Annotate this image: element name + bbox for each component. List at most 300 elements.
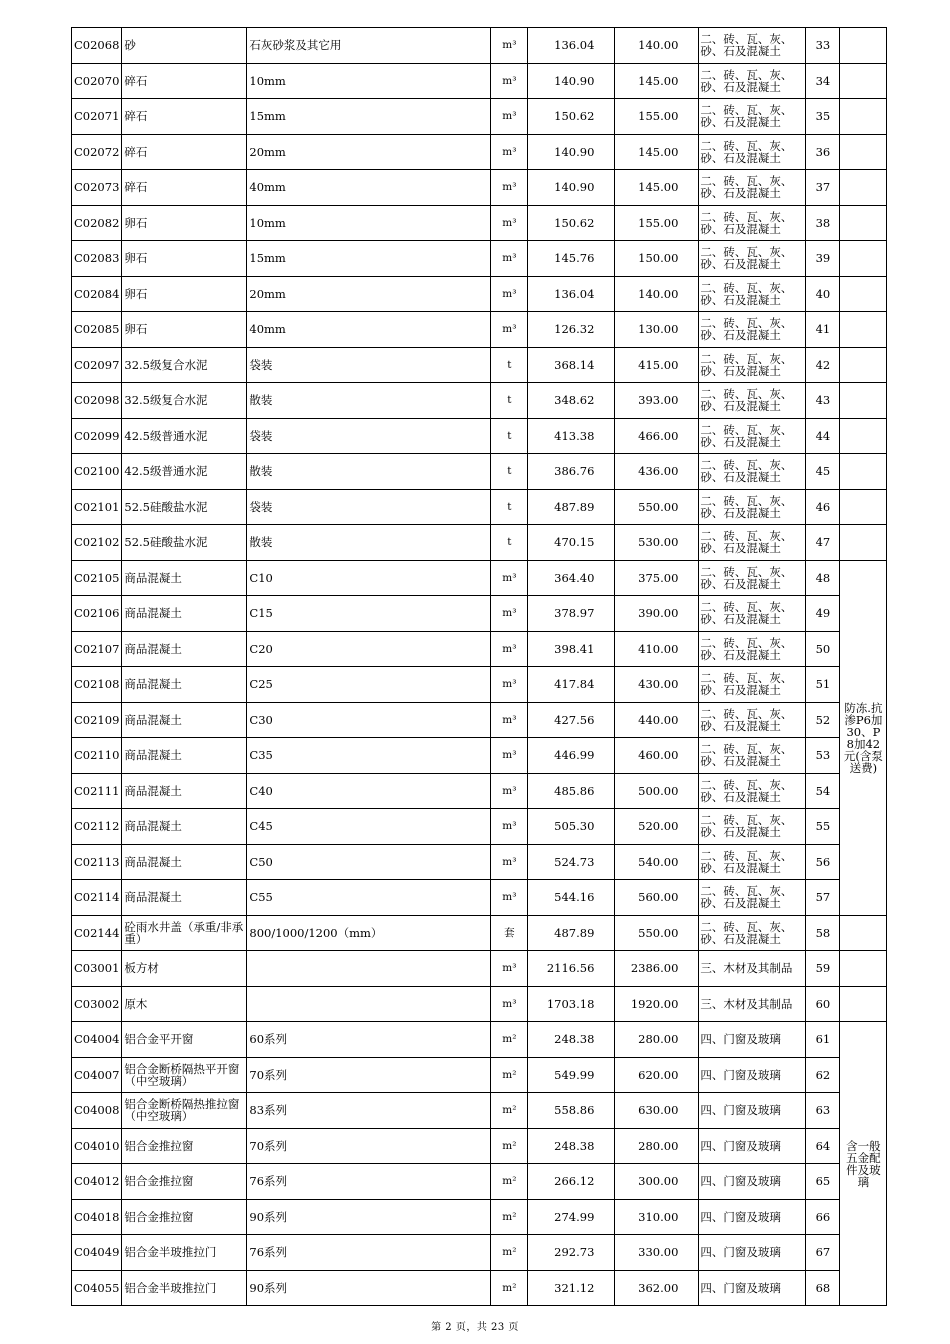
item-price-excl: 136.04 bbox=[528, 276, 615, 312]
item-remark-empty bbox=[840, 241, 887, 277]
item-seq: 58 bbox=[806, 915, 840, 951]
item-unit: t bbox=[491, 454, 528, 490]
item-unit: m³ bbox=[491, 738, 528, 774]
item-remark: 含一般五金配件及玻璃 bbox=[840, 1022, 887, 1306]
item-seq: 65 bbox=[806, 1164, 840, 1200]
item-price-incl: 145.00 bbox=[615, 63, 699, 99]
item-price-excl: 364.40 bbox=[528, 560, 615, 596]
item-remark-empty bbox=[840, 312, 887, 348]
item-price-excl: 427.56 bbox=[528, 702, 615, 738]
item-unit: m² bbox=[491, 1235, 528, 1271]
item-price-excl: 248.38 bbox=[528, 1022, 615, 1058]
item-name: 铝合金断桥隔热平开窗（中空玻璃） bbox=[122, 1057, 247, 1093]
item-code: C03002 bbox=[72, 986, 122, 1022]
item-unit: m³ bbox=[491, 702, 528, 738]
item-remark-empty bbox=[840, 525, 887, 561]
item-unit: m³ bbox=[491, 276, 528, 312]
item-spec: C20 bbox=[247, 631, 491, 667]
item-code: C02099 bbox=[72, 418, 122, 454]
item-code: C02083 bbox=[72, 241, 122, 277]
item-price-excl: 378.97 bbox=[528, 596, 615, 632]
item-unit: m³ bbox=[491, 667, 528, 703]
item-price-excl: 549.99 bbox=[528, 1057, 615, 1093]
item-category: 二、砖、瓦、灰、砂、石及混凝土 bbox=[699, 99, 806, 135]
item-unit: m² bbox=[491, 1093, 528, 1129]
table-row bbox=[72, 915, 887, 951]
item-name: 商品混凝土 bbox=[122, 880, 247, 916]
item-price-incl: 460.00 bbox=[615, 738, 699, 774]
table-row bbox=[72, 1270, 887, 1306]
item-remark-empty bbox=[840, 454, 887, 490]
item-category: 四、门窗及玻璃 bbox=[699, 1270, 806, 1306]
item-price-incl: 393.00 bbox=[615, 383, 699, 419]
item-price-incl: 410.00 bbox=[615, 631, 699, 667]
item-seq: 33 bbox=[806, 28, 840, 64]
item-remark-empty bbox=[840, 134, 887, 170]
table-row bbox=[72, 773, 887, 809]
item-category: 四、门窗及玻璃 bbox=[699, 1235, 806, 1271]
item-price-incl: 300.00 bbox=[615, 1164, 699, 1200]
item-unit: m² bbox=[491, 1270, 528, 1306]
item-code: C02111 bbox=[72, 773, 122, 809]
item-code: C02110 bbox=[72, 738, 122, 774]
item-remark-empty bbox=[840, 418, 887, 454]
item-price-incl: 330.00 bbox=[615, 1235, 699, 1271]
item-code: C02100 bbox=[72, 454, 122, 490]
item-name: 卵石 bbox=[122, 276, 247, 312]
item-category: 四、门窗及玻璃 bbox=[699, 1128, 806, 1164]
item-category: 四、门窗及玻璃 bbox=[699, 1093, 806, 1129]
item-name: 32.5级复合水泥 bbox=[122, 383, 247, 419]
item-spec: C25 bbox=[247, 667, 491, 703]
item-price-excl: 558.86 bbox=[528, 1093, 615, 1129]
item-unit: m³ bbox=[491, 809, 528, 845]
table-row bbox=[72, 1022, 887, 1058]
item-price-excl: 145.76 bbox=[528, 241, 615, 277]
item-spec: 袋装 bbox=[247, 489, 491, 525]
item-spec: 70系列 bbox=[247, 1128, 491, 1164]
item-seq: 50 bbox=[806, 631, 840, 667]
item-spec: C30 bbox=[247, 702, 491, 738]
table-row bbox=[72, 383, 887, 419]
item-category: 四、门窗及玻璃 bbox=[699, 1022, 806, 1058]
item-price-incl: 140.00 bbox=[615, 276, 699, 312]
item-price-excl: 140.90 bbox=[528, 63, 615, 99]
item-remark-empty bbox=[840, 951, 887, 987]
item-spec: 15mm bbox=[247, 99, 491, 135]
item-category: 二、砖、瓦、灰、砂、石及混凝土 bbox=[699, 596, 806, 632]
item-price-incl: 1920.00 bbox=[615, 986, 699, 1022]
item-category: 二、砖、瓦、灰、砂、石及混凝土 bbox=[699, 809, 806, 845]
item-code: C02068 bbox=[72, 28, 122, 64]
table-row bbox=[72, 99, 887, 135]
item-price-incl: 155.00 bbox=[615, 99, 699, 135]
item-name: 卵石 bbox=[122, 241, 247, 277]
item-price-incl: 500.00 bbox=[615, 773, 699, 809]
item-seq: 42 bbox=[806, 347, 840, 383]
item-name: 铝合金推拉窗 bbox=[122, 1128, 247, 1164]
item-unit: t bbox=[491, 525, 528, 561]
item-category: 四、门窗及玻璃 bbox=[699, 1164, 806, 1200]
item-code: C04055 bbox=[72, 1270, 122, 1306]
item-price-incl: 362.00 bbox=[615, 1270, 699, 1306]
item-price-excl: 446.99 bbox=[528, 738, 615, 774]
item-category: 二、砖、瓦、灰、砂、石及混凝土 bbox=[699, 241, 806, 277]
item-seq: 45 bbox=[806, 454, 840, 490]
item-code: C04012 bbox=[72, 1164, 122, 1200]
item-category: 二、砖、瓦、灰、砂、石及混凝土 bbox=[699, 134, 806, 170]
item-price-incl: 415.00 bbox=[615, 347, 699, 383]
item-unit: m³ bbox=[491, 773, 528, 809]
item-name: 卵石 bbox=[122, 205, 247, 241]
item-spec: 散装 bbox=[247, 454, 491, 490]
item-code: C02105 bbox=[72, 560, 122, 596]
item-code: C02098 bbox=[72, 383, 122, 419]
item-price-incl: 630.00 bbox=[615, 1093, 699, 1129]
item-spec: 40mm bbox=[247, 170, 491, 206]
item-category: 二、砖、瓦、灰、砂、石及混凝土 bbox=[699, 418, 806, 454]
table-row bbox=[72, 1128, 887, 1164]
item-seq: 62 bbox=[806, 1057, 840, 1093]
item-price-incl: 140.00 bbox=[615, 28, 699, 64]
item-name: 碎石 bbox=[122, 63, 247, 99]
item-seq: 36 bbox=[806, 134, 840, 170]
item-seq: 44 bbox=[806, 418, 840, 454]
item-seq: 56 bbox=[806, 844, 840, 880]
table-row bbox=[72, 63, 887, 99]
item-price-excl: 140.90 bbox=[528, 170, 615, 206]
item-category: 二、砖、瓦、灰、砂、石及混凝土 bbox=[699, 702, 806, 738]
item-price-incl: 2386.00 bbox=[615, 951, 699, 987]
item-spec: 90系列 bbox=[247, 1270, 491, 1306]
item-code: C02102 bbox=[72, 525, 122, 561]
item-name: 商品混凝土 bbox=[122, 738, 247, 774]
item-category: 二、砖、瓦、灰、砂、石及混凝土 bbox=[699, 880, 806, 916]
item-category: 二、砖、瓦、灰、砂、石及混凝土 bbox=[699, 773, 806, 809]
item-spec: C35 bbox=[247, 738, 491, 774]
item-unit: t bbox=[491, 383, 528, 419]
table-row bbox=[72, 170, 887, 206]
item-price-incl: 560.00 bbox=[615, 880, 699, 916]
item-unit: m² bbox=[491, 1199, 528, 1235]
item-seq: 48 bbox=[806, 560, 840, 596]
item-spec: 20mm bbox=[247, 276, 491, 312]
item-category: 三、木材及其制品 bbox=[699, 986, 806, 1022]
item-price-incl: 145.00 bbox=[615, 134, 699, 170]
item-spec: 20mm bbox=[247, 134, 491, 170]
item-price-excl: 398.41 bbox=[528, 631, 615, 667]
item-remark-empty bbox=[840, 276, 887, 312]
item-name: 商品混凝土 bbox=[122, 596, 247, 632]
item-price-excl: 1703.18 bbox=[528, 986, 615, 1022]
item-unit: m³ bbox=[491, 560, 528, 596]
item-unit: t bbox=[491, 489, 528, 525]
item-spec: 800/1000/1200（mm） bbox=[247, 915, 491, 951]
item-spec: C55 bbox=[247, 880, 491, 916]
item-price-excl: 126.32 bbox=[528, 312, 615, 348]
item-unit: m² bbox=[491, 1164, 528, 1200]
item-code: C02101 bbox=[72, 489, 122, 525]
item-seq: 66 bbox=[806, 1199, 840, 1235]
item-code: C02108 bbox=[72, 667, 122, 703]
item-spec: C50 bbox=[247, 844, 491, 880]
item-code: C04049 bbox=[72, 1235, 122, 1271]
item-name: 原木 bbox=[122, 986, 247, 1022]
item-unit: m² bbox=[491, 1128, 528, 1164]
item-name: 商品混凝土 bbox=[122, 560, 247, 596]
item-name: 碎石 bbox=[122, 99, 247, 135]
item-remark-empty bbox=[840, 986, 887, 1022]
item-seq: 60 bbox=[806, 986, 840, 1022]
item-unit: m³ bbox=[491, 596, 528, 632]
item-code: C04007 bbox=[72, 1057, 122, 1093]
item-unit: m³ bbox=[491, 99, 528, 135]
item-code: C04008 bbox=[72, 1093, 122, 1129]
item-seq: 57 bbox=[806, 880, 840, 916]
item-unit: m³ bbox=[491, 28, 528, 64]
table-row bbox=[72, 205, 887, 241]
table-row bbox=[72, 667, 887, 703]
item-code: C02113 bbox=[72, 844, 122, 880]
item-name: 商品混凝土 bbox=[122, 667, 247, 703]
item-price-excl: 136.04 bbox=[528, 28, 615, 64]
table-row bbox=[72, 276, 887, 312]
item-name: 52.5硅酸盐水泥 bbox=[122, 525, 247, 561]
item-code: C02084 bbox=[72, 276, 122, 312]
item-seq: 43 bbox=[806, 383, 840, 419]
item-remark-empty bbox=[840, 63, 887, 99]
item-category: 二、砖、瓦、灰、砂、石及混凝土 bbox=[699, 383, 806, 419]
item-name: 42.5级普通水泥 bbox=[122, 454, 247, 490]
item-unit: m³ bbox=[491, 986, 528, 1022]
item-code: C04018 bbox=[72, 1199, 122, 1235]
item-category: 二、砖、瓦、灰、砂、石及混凝土 bbox=[699, 667, 806, 703]
table-row bbox=[72, 134, 887, 170]
item-name: 42.5级普通水泥 bbox=[122, 418, 247, 454]
item-price-excl: 348.62 bbox=[528, 383, 615, 419]
item-seq: 51 bbox=[806, 667, 840, 703]
item-price-excl: 544.16 bbox=[528, 880, 615, 916]
item-code: C02114 bbox=[72, 880, 122, 916]
item-seq: 37 bbox=[806, 170, 840, 206]
item-spec: C45 bbox=[247, 809, 491, 845]
item-name: 商品混凝土 bbox=[122, 702, 247, 738]
item-category: 二、砖、瓦、灰、砂、石及混凝土 bbox=[699, 312, 806, 348]
item-remark-empty bbox=[840, 170, 887, 206]
item-price-excl: 524.73 bbox=[528, 844, 615, 880]
table-row bbox=[72, 986, 887, 1022]
item-price-incl: 150.00 bbox=[615, 241, 699, 277]
item-category: 二、砖、瓦、灰、砂、石及混凝土 bbox=[699, 844, 806, 880]
price-table bbox=[71, 27, 887, 1306]
item-unit: m² bbox=[491, 1057, 528, 1093]
item-code: C04010 bbox=[72, 1128, 122, 1164]
item-name: 铝合金半玻推拉门 bbox=[122, 1235, 247, 1271]
table-row bbox=[72, 28, 887, 64]
item-name: 铝合金断桥隔热推拉窗（中空玻璃） bbox=[122, 1093, 247, 1129]
item-price-incl: 520.00 bbox=[615, 809, 699, 845]
item-price-excl: 292.73 bbox=[528, 1235, 615, 1271]
item-price-incl: 375.00 bbox=[615, 560, 699, 596]
item-seq: 38 bbox=[806, 205, 840, 241]
item-name: 碎石 bbox=[122, 134, 247, 170]
item-price-excl: 413.38 bbox=[528, 418, 615, 454]
table-row bbox=[72, 951, 887, 987]
item-code: C02144 bbox=[72, 915, 122, 951]
item-spec bbox=[247, 986, 491, 1022]
table-row bbox=[72, 347, 887, 383]
item-price-excl: 487.89 bbox=[528, 915, 615, 951]
item-spec: 60系列 bbox=[247, 1022, 491, 1058]
item-spec: 袋装 bbox=[247, 347, 491, 383]
item-spec: 76系列 bbox=[247, 1164, 491, 1200]
item-unit: m³ bbox=[491, 170, 528, 206]
item-unit: m³ bbox=[491, 205, 528, 241]
item-price-incl: 540.00 bbox=[615, 844, 699, 880]
item-seq: 41 bbox=[806, 312, 840, 348]
item-spec: C10 bbox=[247, 560, 491, 596]
item-code: C04004 bbox=[72, 1022, 122, 1058]
item-remark-empty bbox=[840, 99, 887, 135]
item-price-incl: 130.00 bbox=[615, 312, 699, 348]
item-name: 铝合金推拉窗 bbox=[122, 1199, 247, 1235]
item-price-incl: 280.00 bbox=[615, 1022, 699, 1058]
item-seq: 34 bbox=[806, 63, 840, 99]
item-code: C02107 bbox=[72, 631, 122, 667]
item-spec: 石灰砂浆及其它用 bbox=[247, 28, 491, 64]
item-category: 二、砖、瓦、灰、砂、石及混凝土 bbox=[699, 738, 806, 774]
item-name: 商品混凝土 bbox=[122, 809, 247, 845]
item-code: C02085 bbox=[72, 312, 122, 348]
item-unit: m³ bbox=[491, 631, 528, 667]
item-price-excl: 248.38 bbox=[528, 1128, 615, 1164]
item-code: C02082 bbox=[72, 205, 122, 241]
item-name: 铝合金平开窗 bbox=[122, 1022, 247, 1058]
item-category: 二、砖、瓦、灰、砂、石及混凝土 bbox=[699, 63, 806, 99]
page-footer: 第 2 页，共 23 页 bbox=[431, 1322, 519, 1333]
item-seq: 61 bbox=[806, 1022, 840, 1058]
item-spec: 10mm bbox=[247, 205, 491, 241]
item-price-excl: 386.76 bbox=[528, 454, 615, 490]
item-price-incl: 390.00 bbox=[615, 596, 699, 632]
item-price-incl: 145.00 bbox=[615, 170, 699, 206]
item-code: C02072 bbox=[72, 134, 122, 170]
item-price-excl: 2116.56 bbox=[528, 951, 615, 987]
item-seq: 63 bbox=[806, 1093, 840, 1129]
item-price-excl: 140.90 bbox=[528, 134, 615, 170]
table-row bbox=[72, 1093, 887, 1129]
item-seq: 52 bbox=[806, 702, 840, 738]
item-price-incl: 530.00 bbox=[615, 525, 699, 561]
item-name: 砼雨水井盖（承重/非承重） bbox=[122, 915, 247, 951]
item-code: C03001 bbox=[72, 951, 122, 987]
item-seq: 55 bbox=[806, 809, 840, 845]
item-name: 商品混凝土 bbox=[122, 773, 247, 809]
item-seq: 59 bbox=[806, 951, 840, 987]
item-spec: 散装 bbox=[247, 383, 491, 419]
item-price-excl: 266.12 bbox=[528, 1164, 615, 1200]
item-remark-empty bbox=[840, 915, 887, 951]
table-row bbox=[72, 1164, 887, 1200]
item-name: 板方材 bbox=[122, 951, 247, 987]
table-row bbox=[72, 702, 887, 738]
item-category: 二、砖、瓦、灰、砂、石及混凝土 bbox=[699, 28, 806, 64]
item-unit: m³ bbox=[491, 312, 528, 348]
item-price-incl: 155.00 bbox=[615, 205, 699, 241]
item-category: 二、砖、瓦、灰、砂、石及混凝土 bbox=[699, 347, 806, 383]
item-unit: m³ bbox=[491, 63, 528, 99]
item-seq: 35 bbox=[806, 99, 840, 135]
table-row bbox=[72, 596, 887, 632]
item-price-excl: 417.84 bbox=[528, 667, 615, 703]
item-name: 卵石 bbox=[122, 312, 247, 348]
table-row bbox=[72, 880, 887, 916]
item-code: C02071 bbox=[72, 99, 122, 135]
item-unit: m³ bbox=[491, 241, 528, 277]
item-unit: m³ bbox=[491, 880, 528, 916]
item-remark-empty bbox=[840, 28, 887, 64]
item-price-incl: 466.00 bbox=[615, 418, 699, 454]
item-remark-empty bbox=[840, 205, 887, 241]
item-code: C02106 bbox=[72, 596, 122, 632]
item-category: 二、砖、瓦、灰、砂、石及混凝土 bbox=[699, 560, 806, 596]
item-spec: 83系列 bbox=[247, 1093, 491, 1129]
item-price-excl: 150.62 bbox=[528, 99, 615, 135]
table-row bbox=[72, 1235, 887, 1271]
item-spec: 90系列 bbox=[247, 1199, 491, 1235]
item-price-incl: 550.00 bbox=[615, 489, 699, 525]
item-remark-empty bbox=[840, 347, 887, 383]
table-row bbox=[72, 241, 887, 277]
item-unit: m³ bbox=[491, 844, 528, 880]
item-remark: 防冻.抗渗P6加30、P8加42元(含泵送费) bbox=[840, 560, 887, 915]
table-row bbox=[72, 454, 887, 490]
item-price-incl: 310.00 bbox=[615, 1199, 699, 1235]
item-name: 铝合金半玻推拉门 bbox=[122, 1270, 247, 1306]
table-row bbox=[72, 1057, 887, 1093]
item-category: 四、门窗及玻璃 bbox=[699, 1057, 806, 1093]
item-spec: 袋装 bbox=[247, 418, 491, 454]
item-seq: 54 bbox=[806, 773, 840, 809]
item-name: 砂 bbox=[122, 28, 247, 64]
table-row bbox=[72, 809, 887, 845]
item-code: C02070 bbox=[72, 63, 122, 99]
item-remark-empty bbox=[840, 489, 887, 525]
item-price-excl: 274.99 bbox=[528, 1199, 615, 1235]
item-name: 碎石 bbox=[122, 170, 247, 206]
table-row bbox=[72, 418, 887, 454]
item-unit: m³ bbox=[491, 951, 528, 987]
item-spec: 10mm bbox=[247, 63, 491, 99]
item-seq: 64 bbox=[806, 1128, 840, 1164]
item-spec: 15mm bbox=[247, 241, 491, 277]
item-category: 二、砖、瓦、灰、砂、石及混凝土 bbox=[699, 525, 806, 561]
item-category: 四、门窗及玻璃 bbox=[699, 1199, 806, 1235]
item-price-incl: 280.00 bbox=[615, 1128, 699, 1164]
item-seq: 46 bbox=[806, 489, 840, 525]
item-price-incl: 436.00 bbox=[615, 454, 699, 490]
item-price-excl: 505.30 bbox=[528, 809, 615, 845]
table-row bbox=[72, 844, 887, 880]
item-category: 二、砖、瓦、灰、砂、石及混凝土 bbox=[699, 170, 806, 206]
item-spec: 70系列 bbox=[247, 1057, 491, 1093]
item-code: C02112 bbox=[72, 809, 122, 845]
item-unit: m³ bbox=[491, 134, 528, 170]
item-price-excl: 485.86 bbox=[528, 773, 615, 809]
item-category: 二、砖、瓦、灰、砂、石及混凝土 bbox=[699, 276, 806, 312]
item-code: C02109 bbox=[72, 702, 122, 738]
table-row bbox=[72, 312, 887, 348]
